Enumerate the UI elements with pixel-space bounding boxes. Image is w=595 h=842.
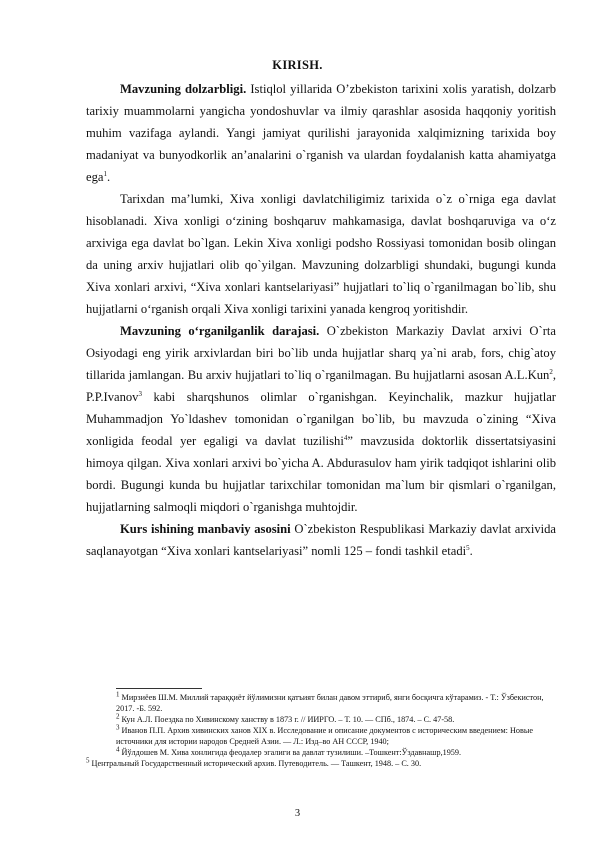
footnote-text: Кун А.Л. Поездка по Хивинскому ханству в 1873 г. // ИИРГО. – Т. 10. — СПб., 1874. – С. 47-58. [119, 715, 455, 724]
paragraph-relevance [86, 78, 556, 188]
footnote-item [86, 747, 558, 758]
paragraph-sources [86, 518, 556, 562]
footnote-number: 3 [116, 723, 120, 732]
paragraph-text: O`zbekiston Respublikasi Markaziy davlat arxivida saqlanayotgan “Xiva xonlari kantselariyasi” nomli 125 – fondi tashkil etadi [86, 522, 557, 558]
footnote-ref: 1 [103, 169, 107, 178]
footnote-text: Иванов П.П. Архив хивинских ханов XIX в. Исследование и описание документов с историческим введением: Новые источники для истории народов Средней Азии. — Л.: Изд–во АН СССР, 1940; [116, 726, 533, 746]
paragraph-text: kabi sharqshunos olimlar o`rganishgan. Keyinchalik, mazkur hujjatlar Muhammadjon Yo`ldashev tomonidan o`rganilgan bo`lib, bu mavzuda o`zining “Xiva xonligida feodal yer egaligi va davlat tuzilishi [86, 390, 556, 448]
footnote-ref: 3 [138, 389, 142, 398]
paragraph-text: Tarixdan ma’lumki, Xiva xonligi davlatchiligimiz tarixida o`z o`rniga ega davlat hisoblanadi. Xiva xonligi o‘zining boshqaruv mahkamasiga, davlat boshqaruviga va o‘z arxiviga ega davlat bo`lgan. Lekin Xiva xonligi podsho Rossiyasi tomonidan bosib olingan da uning arxiv hujjatlari olib qo`yilgan. Mavzuning dolzarbligi shundaki, bugungi kunda Xiva xonlari arxivi, “Xiva xonlari kantselariyasi” hujjatlari to`liq o`rganilmagan bo`lib, shu hujjatlarni o‘rganish orqali Xiva xonligi tarixini yanada kengroq yoritishdir. [86, 192, 556, 316]
footnote-ref: 2 [549, 367, 553, 376]
footnote-text: Центральный Государственный исторический архив. Путеводитель. — Ташкент, 1948. – С. 30. [89, 759, 422, 768]
paragraph-lead: Mavzuning o‘rganilganlik darajasi. [120, 324, 320, 338]
footnote-number: 5 [86, 756, 90, 765]
paragraph-text: , P.P.Ivanov [86, 368, 556, 404]
paragraph-study-degree [86, 320, 556, 518]
footnote-item [86, 758, 558, 769]
paragraph-text: Istiqlol yillarida O’zbekiston tarixini xolis yaratish, dolzarb tarixiy muammolarni yangicha yondoshuvlar va ilmiy qarashlar asosida haqqoniy yoritish muhim vazifaga aylandi. Yangi jamiyat qurilishi jarayonida xalqimizning tarixida boy madaniyat va bunyodkorlik an’analarini o`rganish va ulardan foydalanish katta ahamiyatga ega [86, 82, 556, 184]
footnote-ref: 4 [343, 433, 348, 442]
section-heading: KIRISH. [272, 58, 323, 72]
footnote-text: Мирзиёев Ш.М. Миллий тараққиёт йўлимизни қатъият билан давом эттириб, янги босқичга кўтарамиз. - Т.: Ўзбекистон, 2017. -Б. 592. [116, 693, 544, 713]
footnote-number: 4 [116, 745, 120, 754]
page-number: 3 [294, 808, 301, 819]
footnote-number: 2 [116, 712, 120, 721]
paragraph-text: O`zbekiston Markaziy Davlat arxivi O`rta Osiyodagi eng yirik arxivlardan biri bo`lib unda hujjatlar sharq ya`ni arab, fors, chig`atoy tillarida jamlangan. Bu arxiv hujjatlari to`liq o`rganilmagan. Bu hujjatlarni asosan A.L.Kun [86, 324, 556, 382]
paragraph-history [86, 188, 556, 320]
footnote-item [86, 714, 558, 725]
footnote-item [86, 725, 558, 747]
footnote-ref: 5 [466, 543, 470, 552]
body-text [86, 78, 556, 562]
paragraph-tail: . [469, 544, 473, 558]
footnote-text: Йўлдошев М. Хива хонлигида феодалер эгалиги ва давлат тузилиши. –Тошкент:Ўздавнашр,1959. [119, 748, 462, 757]
footnote-number: 1 [116, 690, 120, 699]
paragraph-lead: Kurs ishining manbaviy asosini [120, 522, 291, 536]
paragraph-tail: . [106, 170, 111, 184]
footnotes [86, 692, 558, 769]
paragraph-lead: Mavzuning dolzarbligi. [120, 82, 247, 96]
footnote-item [86, 692, 558, 714]
footnote-divider [116, 688, 202, 689]
paragraph-text: ” mavzusida doktorlik dissertatsiyasini himoya qilgan. Xiva xonlari arxivi bo`yicha A. Abdurasulov ham yirik tadqiqot ishlarini olib bordi. Bugungi kunda bu hujjatlar tarixchilar tomonidan ma`lum bir qismlari o`rganilgan, hujjatlarning salmoqli miqdori o`rganishga muhtojdir. [86, 434, 556, 514]
